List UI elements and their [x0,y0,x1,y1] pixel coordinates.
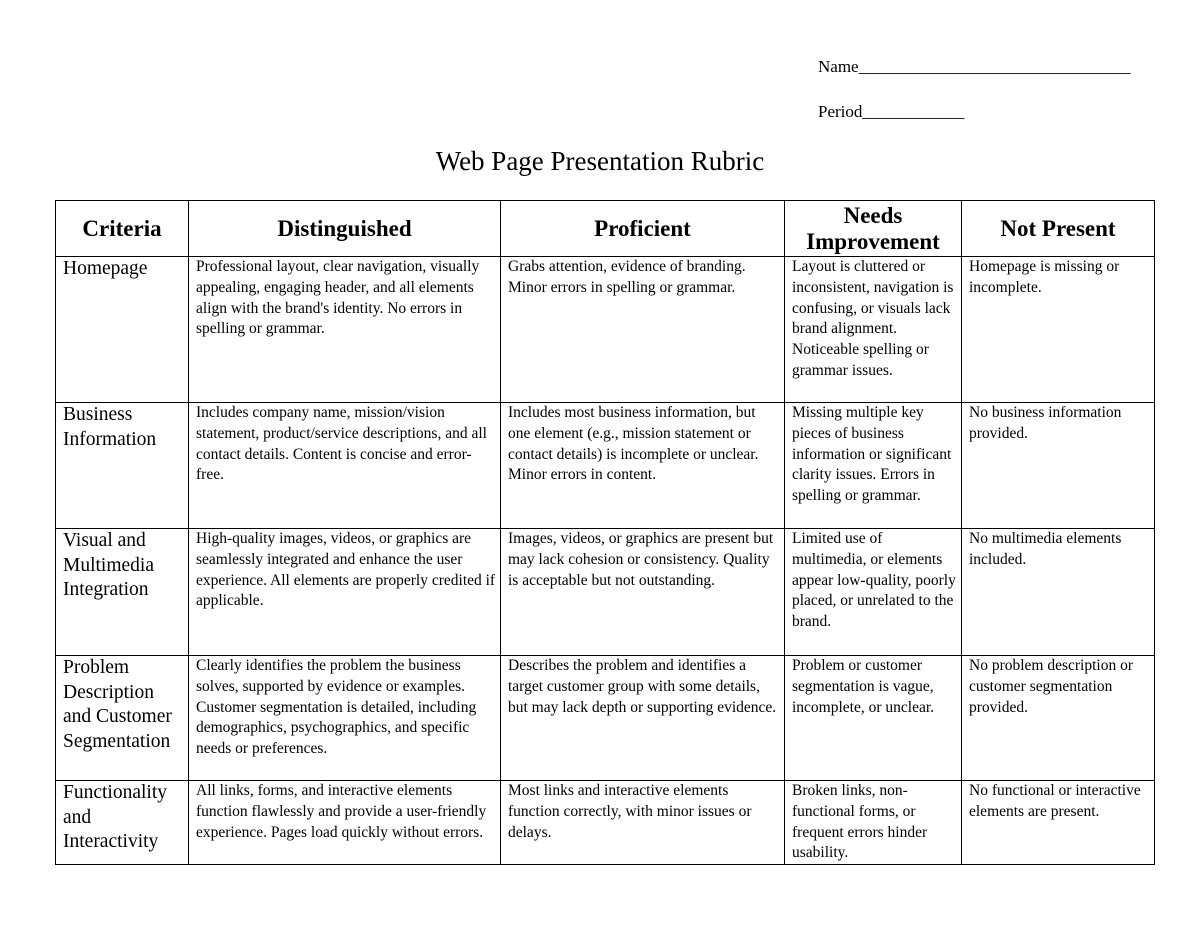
page-title: Web Page Presentation Rubric [435,146,765,176]
needs-improvement-cell: Missing multiple key pieces of business information or significant clarity issues. Errors in spelling or grammar. [785,403,962,529]
not-present-cell: No business information provided. [962,403,1155,529]
table-row [56,403,1155,529]
table-row [56,656,1155,781]
not-present-cell: No problem description or customer segmentation provided. [962,656,1155,781]
distinguished-cell: High-quality images, videos, or graphics are seamlessly integrated and enhance the user experience. All elements are properly credited if applicable. [189,529,501,656]
column-header-needs-improvement: Needs Improvement [785,201,962,257]
distinguished-cell: All links, forms, and interactive elements function flawlessly and provide a user-friendly experience. Pages load quickly without errors. [189,781,501,865]
proficient-cell: Describes the problem and identifies a target customer group with some details, but may lack depth or supporting evidence. [501,656,785,781]
criteria-cell: Business Information [56,403,189,529]
table-row [56,529,1155,656]
needs-improvement-cell: Layout is cluttered or inconsistent, navigation is confusing, or visuals lack brand alignment. Noticeable spelling or grammar issues. [785,257,962,403]
column-header-criteria: Criteria [56,201,189,257]
not-present-cell: Homepage is missing or incomplete. [962,257,1155,403]
criteria-cell: Homepage [56,257,189,403]
column-header-distinguished: Distinguished [189,201,501,257]
distinguished-cell: Clearly identifies the problem the business solves, supported by evidence or examples. Customer segmentation is detailed, including demographics, psychographics, and specific needs or preferences. [189,656,501,781]
criteria-cell: Problem Description and Customer Segmentation [56,656,189,781]
criteria-cell: Visual and Multimedia Integration [56,529,189,656]
column-header-not-present: Not Present [962,201,1155,257]
header-row [56,201,1155,257]
name-field: Name________________________________ [818,57,1131,76]
table-row [56,781,1155,865]
rubric-table [55,200,1155,865]
period-field: Period____________ [818,102,965,121]
proficient-cell: Images, videos, or graphics are present but may lack cohesion or consistency. Quality is acceptable but not outstanding. [501,529,785,656]
distinguished-cell: Professional layout, clear navigation, visually appealing, engaging header, and all elements align with the brand's identity. No errors in spelling or grammar. [189,257,501,403]
needs-improvement-cell: Broken links, non-functional forms, or frequent errors hinder usability. [785,781,962,865]
needs-improvement-cell: Problem or customer segmentation is vague, incomplete, or unclear. [785,656,962,781]
distinguished-cell: Includes company name, mission/vision statement, product/service descriptions, and all contact details. Content is concise and error-free. [189,403,501,529]
not-present-cell: No multimedia elements included. [962,529,1155,656]
not-present-cell: No functional or interactive elements are present. [962,781,1155,865]
proficient-cell: Most links and interactive elements function correctly, with minor issues or delays. [501,781,785,865]
criteria-cell: Functionality and Interactivity [56,781,189,865]
needs-improvement-cell: Limited use of multimedia, or elements appear low-quality, poorly placed, or unrelated to the brand. [785,529,962,656]
table-row [56,257,1155,403]
column-header-proficient: Proficient [501,201,785,257]
proficient-cell: Includes most business information, but one element (e.g., mission statement or contact details) is incomplete or unclear. Minor errors in content. [501,403,785,529]
proficient-cell: Grabs attention, evidence of branding. Minor errors in spelling or grammar. [501,257,785,403]
